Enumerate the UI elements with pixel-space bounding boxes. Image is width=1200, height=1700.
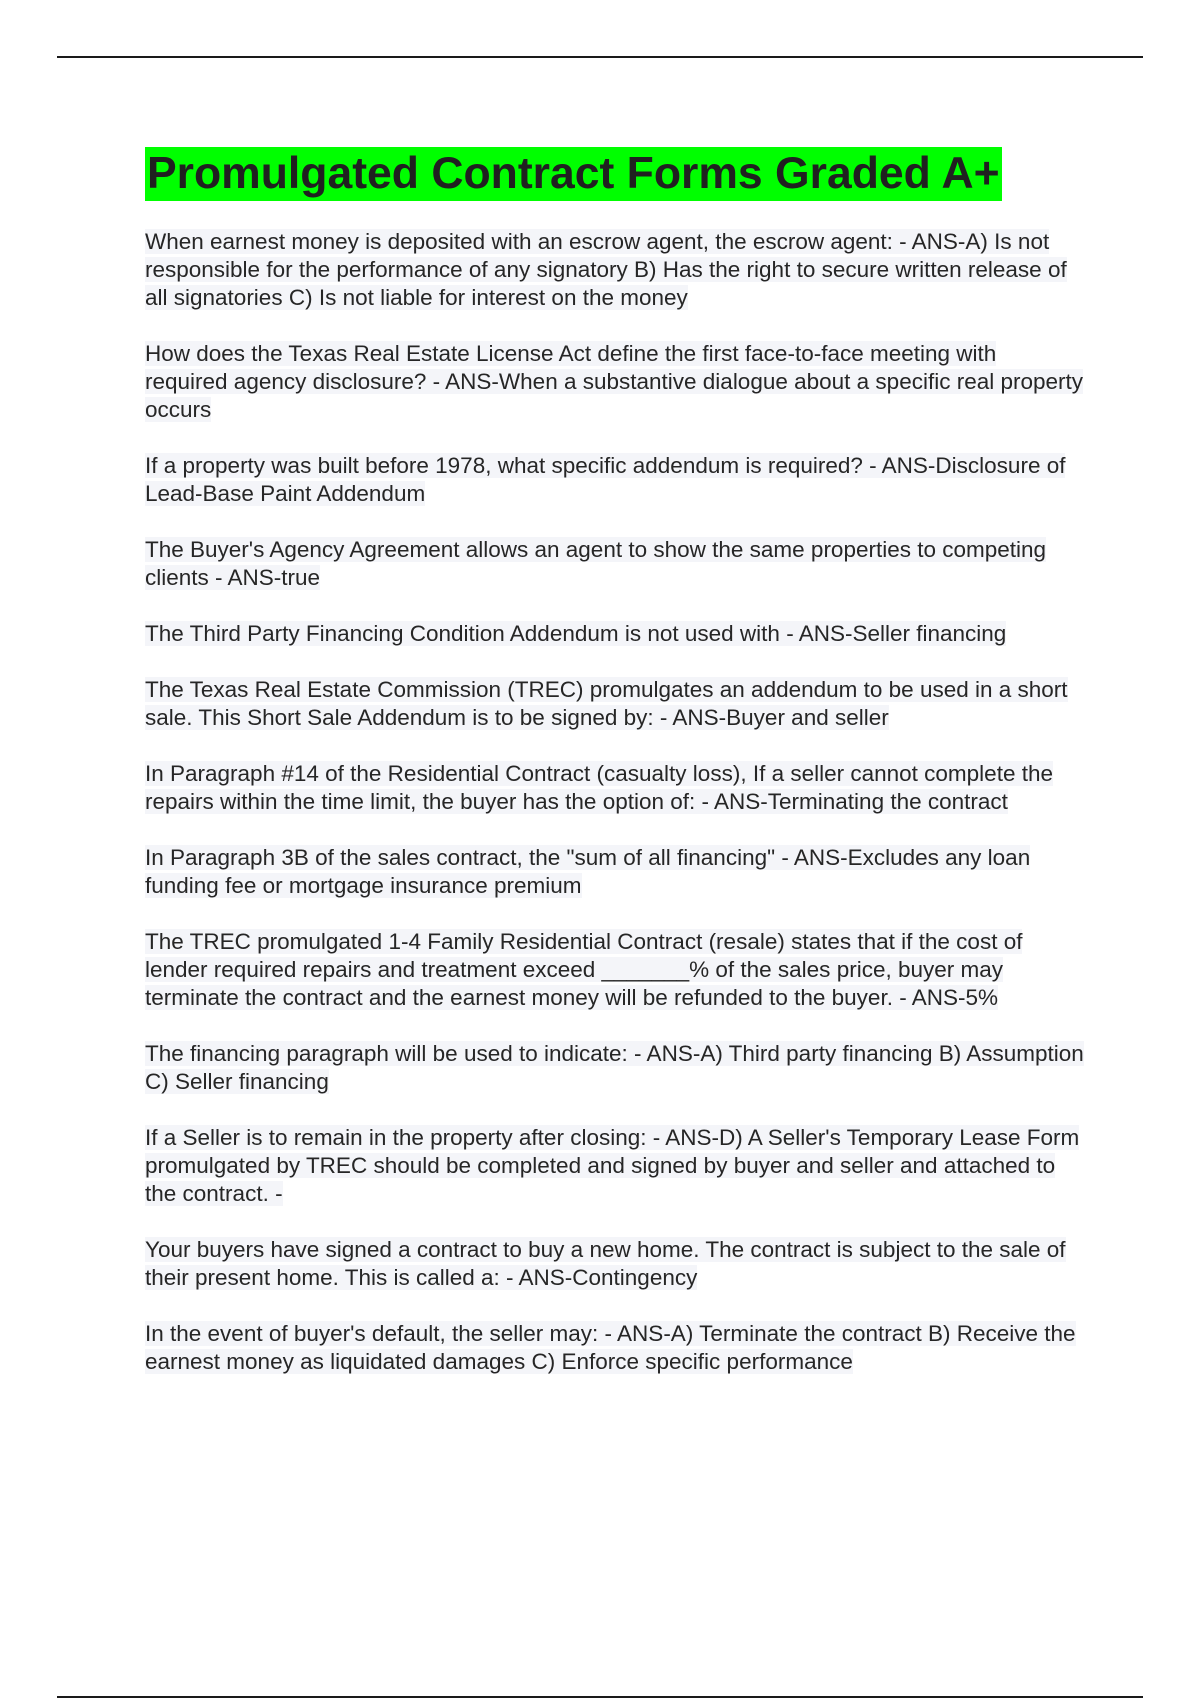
qa-item	[145, 452, 1085, 508]
qa-item	[145, 844, 1085, 900]
qa-item	[145, 620, 1085, 648]
qa-text: Your buyers have signed a contract to buy a new home. The contract is subject to the sale of their present home. This is called a: - ANS-Contingency	[145, 1237, 1066, 1290]
qa-item	[145, 1124, 1085, 1208]
qa-text: How does the Texas Real Estate License Act define the first face-to-face meeting with required agency disclosure? - ANS-When a substantive dialogue about a specific real property occurs	[145, 341, 1084, 422]
title-wrap	[145, 147, 1085, 201]
top-rule	[57, 56, 1143, 58]
qa-text: If a property was built before 1978, what specific addendum is required? - ANS-Disclosure of Lead-Base Paint Addendum	[145, 453, 1066, 506]
qa-text: In Paragraph 3B of the sales contract, the "sum of all financing" - ANS-Excludes any loan funding fee or mortgage insurance premium	[145, 845, 1031, 898]
qa-item	[145, 1320, 1085, 1376]
qa-item	[145, 1040, 1085, 1096]
qa-text: In Paragraph #14 of the Residential Contract (casualty loss), If a seller cannot complete the repairs within the time limit, the buyer has the option of: - ANS-Terminating the contract	[145, 761, 1053, 814]
qa-item	[145, 228, 1085, 312]
document-body	[145, 147, 1085, 1404]
qa-text: The Third Party Financing Condition Addendum is not used with - ANS-Seller financing	[145, 621, 1007, 646]
bottom-rule	[57, 1696, 1143, 1698]
qa-text: The Buyer's Agency Agreement allows an agent to show the same properties to competing clients - ANS-true	[145, 537, 1047, 590]
qa-item	[145, 676, 1085, 732]
qa-text: The Texas Real Estate Commission (TREC) promulgates an addendum to be used in a short sale. This Short Sale Addendum is to be signed by: - ANS-Buyer and seller	[145, 677, 1068, 730]
document-title: Promulgated Contract Forms Graded A+	[145, 147, 1002, 201]
qa-text: In the event of buyer's default, the seller may: - ANS-A) Terminate the contract B) Receive the earnest money as liquidated damages C) Enforce specific performance	[145, 1321, 1076, 1374]
qa-text: The TREC promulgated 1-4 Family Residential Contract (resale) states that if the cost of lender required repairs and treatment exceed _______% of the sales price, buyer may terminate the contract and the earnest money will be refunded to the buyer. - ANS-5%	[145, 929, 1023, 1010]
qa-item	[145, 928, 1085, 1012]
qa-item	[145, 536, 1085, 592]
qa-item	[145, 340, 1085, 424]
qa-text: If a Seller is to remain in the property after closing: - ANS-D) A Seller's Temporary Lease Form promulgated by TREC should be completed and signed by buyer and seller and attached to the contract. -	[145, 1125, 1080, 1206]
qa-item	[145, 760, 1085, 816]
qa-text: When earnest money is deposited with an escrow agent, the escrow agent: - ANS-A) Is not responsible for the performance of any signatory B) Has the right to secure written release of all signatories C) Is not liable for interest on the money	[145, 229, 1067, 310]
qa-item	[145, 1236, 1085, 1292]
qa-text: The financing paragraph will be used to indicate: - ANS-A) Third party financing B) Assumption C) Seller financing	[145, 1041, 1084, 1094]
